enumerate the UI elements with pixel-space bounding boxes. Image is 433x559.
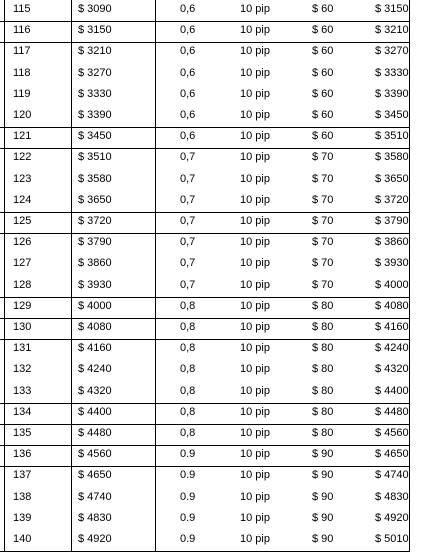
amount-cell: $ 4480	[78, 427, 112, 439]
pips-cell: 10 pip	[240, 321, 270, 333]
column-divider	[155, 0, 156, 552]
pips-cell: 10 pip	[240, 45, 270, 57]
lot-size-cell: 0,6	[180, 88, 196, 100]
table-row	[0, 64, 433, 85]
total-cell: $ 4240	[375, 342, 409, 354]
lot-size-cell: 0,6	[180, 24, 196, 36]
level-cell: 121	[13, 130, 32, 142]
level-cell: 122	[13, 151, 32, 163]
table-row	[0, 403, 433, 424]
level-cell: 117	[13, 45, 31, 57]
total-cell: $ 3270	[375, 45, 409, 57]
lot-size-cell: 0.9	[180, 491, 196, 503]
pips-cell: 10 pip	[240, 342, 270, 354]
total-cell: $ 4320	[375, 363, 409, 375]
profit-cell: $ 80	[312, 406, 334, 418]
total-cell: $ 4920	[375, 512, 409, 524]
table-row	[0, 318, 433, 339]
lot-size-cell: 0,8	[180, 385, 196, 397]
pips-cell: 10 pip	[240, 173, 270, 185]
table-row	[0, 191, 433, 212]
table-row	[0, 382, 433, 403]
lot-size-cell: 0,7	[180, 194, 196, 206]
total-cell: $ 4830	[375, 491, 409, 503]
pips-cell: 10 pip	[240, 427, 270, 439]
pips-cell: 10 pip	[240, 215, 270, 227]
level-cell: 120	[13, 109, 32, 121]
level-cell: 135	[13, 427, 32, 439]
pips-cell: 10 pip	[240, 88, 270, 100]
level-cell: 140	[13, 533, 32, 545]
profit-cell: $ 70	[312, 194, 334, 206]
amount-cell: $ 4400	[78, 406, 112, 418]
amount-cell: $ 4830	[78, 512, 112, 524]
table-row	[0, 85, 433, 106]
level-cell: 130	[13, 321, 32, 333]
profit-cell: $ 90	[312, 469, 334, 481]
total-cell: $ 3510	[375, 130, 409, 142]
table-row	[0, 127, 433, 148]
level-cell: 132	[13, 363, 32, 375]
lot-size-cell: 0.9	[180, 469, 196, 481]
lot-size-cell: 0,8	[180, 300, 196, 312]
amount-cell: $ 3790	[78, 236, 112, 248]
level-cell: 138	[13, 491, 32, 503]
total-cell: $ 3720	[375, 194, 409, 206]
profit-cell: $ 70	[312, 151, 334, 163]
lot-size-cell: 0,7	[180, 236, 196, 248]
table-bottom-border	[0, 551, 410, 552]
table-row	[0, 488, 433, 509]
lot-size-cell: 0,6	[180, 109, 196, 121]
left-border	[4, 0, 5, 552]
profit-cell: $ 80	[312, 385, 334, 397]
amount-cell: $ 3330	[78, 88, 112, 100]
lot-size-cell: 0,8	[180, 342, 196, 354]
pips-cell: 10 pip	[240, 24, 270, 36]
table-row	[0, 276, 433, 297]
level-cell: 129	[13, 300, 32, 312]
level-cell: 126	[13, 236, 32, 248]
total-cell: $ 3330	[375, 67, 409, 79]
lot-size-cell: 0,6	[180, 3, 196, 15]
profit-cell: $ 80	[312, 427, 334, 439]
lot-size-cell: 0,7	[180, 215, 196, 227]
table-row	[0, 530, 433, 551]
right-border	[409, 0, 410, 552]
pips-cell: 10 pip	[240, 279, 270, 291]
profit-cell: $ 80	[312, 363, 334, 375]
level-cell: 127	[13, 257, 32, 269]
total-cell: $ 4480	[375, 406, 409, 418]
lot-size-cell: 0,7	[180, 173, 196, 185]
profit-cell: $ 90	[312, 533, 334, 545]
total-cell: $ 3580	[375, 151, 409, 163]
table-row	[0, 297, 433, 318]
table-row	[0, 148, 433, 169]
amount-cell: $ 4740	[78, 491, 112, 503]
amount-cell: $ 3270	[78, 67, 112, 79]
lot-size-cell: 0.9	[180, 512, 196, 524]
amount-cell: $ 4240	[78, 363, 112, 375]
total-cell: $ 4650	[375, 448, 409, 460]
profit-cell: $ 60	[312, 67, 334, 79]
profit-cell: $ 80	[312, 300, 334, 312]
table-row	[0, 360, 433, 381]
pips-cell: 10 pip	[240, 406, 270, 418]
total-cell: $ 3790	[375, 215, 409, 227]
lot-size-cell: 0,7	[180, 151, 196, 163]
amount-cell: $ 3860	[78, 257, 112, 269]
pips-cell: 10 pip	[240, 257, 270, 269]
profit-cell: $ 60	[312, 130, 334, 142]
pips-cell: 10 pip	[240, 533, 270, 545]
profit-cell: $ 80	[312, 321, 334, 333]
amount-cell: $ 4920	[78, 533, 112, 545]
level-cell: 118	[13, 67, 31, 79]
total-cell: $ 3930	[375, 257, 409, 269]
amount-cell: $ 4160	[78, 342, 112, 354]
table-row	[0, 106, 433, 127]
lot-size-cell: 0,6	[180, 45, 196, 57]
total-cell: $ 4560	[375, 427, 409, 439]
total-cell: $ 3860	[375, 236, 409, 248]
profit-cell: $ 90	[312, 512, 334, 524]
table-row	[0, 0, 433, 21]
total-cell: $ 3210	[375, 24, 409, 36]
table-row	[0, 42, 433, 63]
level-cell: 125	[13, 215, 32, 227]
profit-cell: $ 70	[312, 279, 334, 291]
level-cell: 136	[13, 448, 32, 460]
amount-cell: $ 4560	[78, 448, 112, 460]
table-row	[0, 21, 433, 42]
amount-cell: $ 4080	[78, 321, 112, 333]
level-cell: 139	[13, 512, 32, 524]
lot-size-cell: 0,8	[180, 321, 196, 333]
total-cell: $ 4080	[375, 300, 409, 312]
pips-cell: 10 pip	[240, 130, 270, 142]
profit-cell: $ 60	[312, 88, 334, 100]
pips-cell: 10 pip	[240, 67, 270, 79]
level-cell: 131	[13, 342, 32, 354]
level-cell: 137	[13, 469, 32, 481]
level-cell: 124	[13, 194, 32, 206]
profit-cell: $ 60	[312, 45, 334, 57]
total-cell: $ 3150	[375, 3, 409, 15]
amount-cell: $ 4320	[78, 385, 112, 397]
pips-cell: 10 pip	[240, 3, 270, 15]
level-cell: 123	[13, 173, 32, 185]
table-row	[0, 509, 433, 530]
amount-cell: $ 3210	[78, 45, 112, 57]
pips-cell: 10 pip	[240, 491, 270, 503]
pips-cell: 10 pip	[240, 194, 270, 206]
lot-size-cell: 0,8	[180, 363, 196, 375]
amount-cell: $ 3720	[78, 215, 112, 227]
table-row	[0, 424, 433, 445]
profit-cell: $ 60	[312, 3, 334, 15]
amount-cell: $ 3390	[78, 109, 112, 121]
table-row	[0, 339, 433, 360]
table-row	[0, 445, 433, 466]
lot-size-cell: 0,8	[180, 427, 196, 439]
pips-cell: 10 pip	[240, 512, 270, 524]
amount-cell: $ 3150	[78, 24, 112, 36]
amount-cell: $ 3930	[78, 279, 112, 291]
profit-cell: $ 70	[312, 236, 334, 248]
amount-cell: $ 3090	[78, 3, 112, 15]
total-cell: $ 5010	[375, 533, 409, 545]
level-cell: 119	[13, 88, 31, 100]
lot-size-cell: 0,7	[180, 279, 196, 291]
pips-cell: 10 pip	[240, 236, 270, 248]
table-row	[0, 170, 433, 191]
amount-cell: $ 3580	[78, 173, 112, 185]
lot-size-cell: 0,7	[180, 257, 196, 269]
profit-cell: $ 60	[312, 109, 334, 121]
amount-cell: $ 3510	[78, 151, 112, 163]
profit-cell: $ 90	[312, 491, 334, 503]
pips-cell: 10 pip	[240, 109, 270, 121]
level-cell: 134	[13, 406, 32, 418]
table-row	[0, 233, 433, 254]
level-cell: 128	[13, 279, 32, 291]
amount-cell: $ 4650	[78, 469, 112, 481]
pips-cell: 10 pip	[240, 448, 270, 460]
total-cell: $ 3390	[375, 88, 409, 100]
lot-size-cell: 0.9	[180, 448, 196, 460]
profit-cell: $ 70	[312, 257, 334, 269]
table-row	[0, 254, 433, 275]
lot-size-cell: 0,6	[180, 130, 196, 142]
pips-cell: 10 pip	[240, 469, 270, 481]
lot-size-cell: 0,6	[180, 67, 196, 79]
pips-cell: 10 pip	[240, 363, 270, 375]
lot-size-cell: 0.9	[180, 533, 196, 545]
level-cell: 133	[13, 385, 32, 397]
table-row	[0, 212, 433, 233]
pips-cell: 10 pip	[240, 300, 270, 312]
lot-size-cell: 0,8	[180, 406, 196, 418]
column-divider	[71, 0, 72, 552]
profit-cell: $ 90	[312, 448, 334, 460]
total-cell: $ 3450	[375, 109, 409, 121]
total-cell: $ 4740	[375, 469, 409, 481]
total-cell: $ 4000	[375, 279, 409, 291]
total-cell: $ 4400	[375, 385, 409, 397]
pips-cell: 10 pip	[240, 151, 270, 163]
table-row	[0, 466, 433, 487]
pips-cell: 10 pip	[240, 385, 270, 397]
profit-cell: $ 60	[312, 24, 334, 36]
profit-cell: $ 70	[312, 173, 334, 185]
profit-cell: $ 80	[312, 342, 334, 354]
amount-cell: $ 3450	[78, 130, 112, 142]
level-cell: 115	[13, 3, 31, 15]
total-cell: $ 3650	[375, 173, 409, 185]
amount-cell: $ 3650	[78, 194, 112, 206]
profit-cell: $ 70	[312, 215, 334, 227]
level-cell: 116	[13, 24, 31, 36]
amount-cell: $ 4000	[78, 300, 112, 312]
total-cell: $ 4160	[375, 321, 409, 333]
